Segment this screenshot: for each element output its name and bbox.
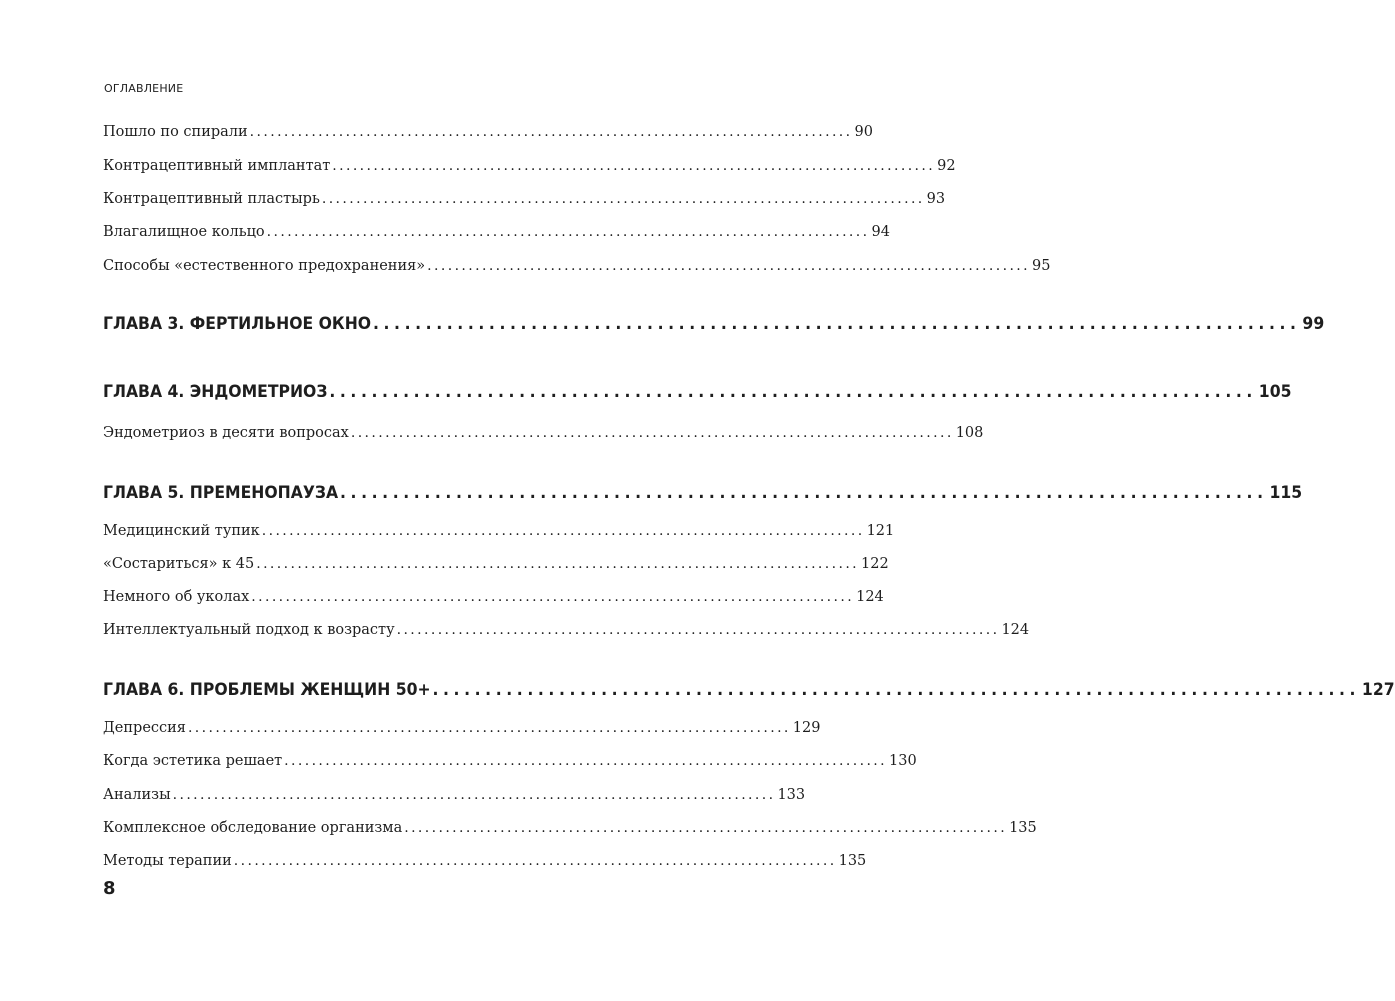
dot-leader: ........................................................................................: [427, 258, 1030, 274]
toc-entry[interactable]: [103, 255, 1051, 277]
toc-chapter-title: ГЛАВА 3. ФЕРТИЛЬНОЕ ОКНО: [103, 314, 372, 334]
toc-entry-page: 108: [955, 425, 984, 441]
toc-entry[interactable]: [103, 221, 890, 243]
dot-leader: ........................................................................................: [251, 589, 855, 605]
toc-entry[interactable]: [103, 155, 956, 177]
toc-entry-title: Методы терапии: [103, 853, 232, 869]
dot-leader: ........................................................................................: [332, 158, 936, 174]
toc-entry-page: 122: [861, 556, 889, 572]
dot-leader: ........................................................................................: [266, 224, 870, 240]
toc-entry-page: 124: [856, 589, 884, 605]
dot-leader: ........................................................................................: [329, 382, 1257, 402]
toc-entry[interactable]: [103, 422, 984, 444]
toc-entry-page: 129: [792, 720, 821, 736]
dot-leader: ........................................................................................: [396, 622, 1000, 638]
toc-entry-page: 121: [866, 523, 895, 539]
toc-entry-page: 90: [854, 124, 873, 140]
toc-entry-page: 95: [1032, 258, 1051, 274]
toc-chapter-title: ГЛАВА 6. ПРОБЛЕМЫ ЖЕНЩИН 50+: [103, 680, 431, 700]
dot-leader: ........................................................................................: [249, 124, 853, 140]
toc-entry-title: Пошло по спирали: [103, 124, 248, 140]
toc-chapter[interactable]: [103, 312, 1325, 336]
toc-entry-title: Контрацептивный имплантат: [103, 158, 331, 174]
dot-leader: ........................................................................................: [372, 314, 1301, 334]
toc-entry-title: Влагалищное кольцо: [103, 224, 265, 240]
toc-entry-page: 124: [1001, 622, 1030, 638]
toc-entry[interactable]: [103, 121, 873, 143]
page-number: 8: [103, 878, 116, 899]
dot-leader: ........................................................................................: [321, 191, 925, 207]
toc-entry[interactable]: [103, 784, 806, 806]
toc-entry-page: 93: [926, 191, 946, 207]
toc-entry-title: Комплексное обследование организма: [103, 820, 403, 836]
toc-chapter[interactable]: [103, 678, 1395, 702]
toc-entry-page: 135: [1009, 820, 1037, 836]
dot-leader: ........................................................................................: [339, 483, 1268, 503]
toc-entry[interactable]: [103, 619, 1030, 641]
toc-chapter-title: ГЛАВА 5. ПРЕМЕНОПАУЗА: [103, 483, 339, 503]
toc-chapter-title: ГЛАВА 4. ЭНДОМЕТРИОЗ: [103, 382, 328, 402]
dot-leader: ........................................................................................: [256, 556, 860, 572]
toc-entry-title: Депрессия: [103, 720, 186, 736]
dot-leader: ........................................................................................: [284, 753, 887, 769]
dot-leader: ........................................................................................: [350, 425, 954, 441]
toc-entry[interactable]: [103, 817, 1037, 839]
toc-entry[interactable]: [103, 520, 895, 542]
toc-entry-title: «Состариться» к 45: [103, 556, 255, 572]
toc-entry[interactable]: [103, 586, 884, 608]
toc-entry-title: Эндометриоз в десяти вопросах: [103, 425, 349, 441]
dot-leader: ........................................................................................: [432, 680, 1361, 700]
toc-entry-title: Способы «естественного предохранения»: [103, 258, 426, 274]
dot-leader: ........................................................................................: [261, 523, 865, 539]
toc-entry-page: 135: [838, 853, 867, 869]
dot-leader: ........................................................................................: [404, 820, 1008, 836]
toc-entry-title: Медицинский тупик: [103, 523, 260, 539]
toc-chapter-page: 105: [1258, 382, 1292, 402]
dot-leader: ........................................................................................: [233, 853, 837, 869]
toc-entry[interactable]: [103, 850, 867, 872]
toc-entry-page: 133: [777, 787, 806, 803]
toc-entry-title: Немного об уколах: [103, 589, 250, 605]
toc-entry[interactable]: [103, 750, 917, 772]
toc-entry-page: 130: [889, 753, 917, 769]
toc-chapter[interactable]: [103, 380, 1292, 404]
toc-entry-title: Анализы: [103, 787, 171, 803]
toc-entry-title: Когда эстетика решает: [103, 753, 283, 769]
toc-chapter[interactable]: [103, 481, 1303, 505]
toc-chapter-page: 115: [1269, 483, 1303, 503]
toc-entry-page: 92: [937, 158, 956, 174]
toc-chapter-page: 127: [1361, 680, 1395, 700]
dot-leader: ........................................................................................: [187, 720, 791, 736]
toc-chapter-page: 99: [1302, 314, 1325, 334]
toc-entry-page: 94: [871, 224, 890, 240]
toc-entry-title: Интеллектуальный подход к возрасту: [103, 622, 395, 638]
toc-entry[interactable]: [103, 188, 946, 210]
toc-entry[interactable]: [103, 553, 889, 575]
toc-entry-title: Контрацептивный пластырь: [103, 191, 320, 207]
running-header: ОГЛАВЛЕНИЕ: [104, 82, 184, 95]
dot-leader: ........................................................................................: [172, 787, 776, 803]
toc-entry[interactable]: [103, 717, 821, 739]
